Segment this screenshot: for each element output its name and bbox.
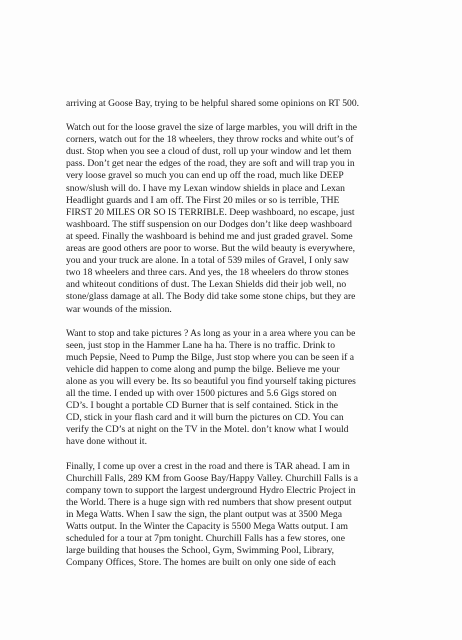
text-line: stone/glass damage at all. The Body did take some stone chips, but they are — [66, 291, 356, 303]
text-line: the World. There is a huge sign with red numbers that show present output — [66, 496, 352, 508]
text-line: CD’s. I bought a portable CD Burner that is self contained. Stick in the — [66, 400, 339, 412]
text-line: very loose gravel so much you can end up off the road, much like DEEP — [66, 170, 344, 182]
text-line: alone as you will every be. Its so beautiful you find yourself taking pictures — [66, 375, 356, 387]
text-line: Want to stop and take pictures ? As long as your in a area where you can be — [66, 327, 356, 339]
text-line: and whiteout conditions of dust. The Lexan Shields did their job well, no — [66, 279, 347, 291]
document-body — [66, 98, 428, 581]
text-line: pass. Don’t get near the edges of the road, they are soft and will trap you in — [66, 158, 355, 170]
text-line: dust. Stop when you see a cloud of dust, roll up your window and let them — [66, 146, 352, 158]
text-line: Headlight guards and I am off. The First 20 miles or so is terrible, THE — [66, 194, 340, 206]
text-line: in Mega Watts. When I saw the sign, the plant output was at 3500 Mega — [66, 508, 342, 520]
text-line: much Pepsie, Need to Pump the Bilge, Just stop where you can be seen if a — [66, 351, 355, 363]
text-line: verify the CD’s at night on the TV in the Motel. don’t know what I would — [66, 424, 349, 436]
text-line: company town to support the largest underground Hydro Electric Project in — [66, 484, 356, 496]
text-line: Churchill Falls, 289 KM from Goose Bay/Happy Valley. Churchill Falls is a — [66, 472, 359, 484]
text-line: large building that houses the School, Gym, Swimming Pool, Library, — [66, 545, 335, 557]
text-line: Company Offices, Store. The homes are built on only one side of each — [66, 557, 336, 569]
paragraph — [66, 98, 428, 110]
text-line: scheduled for a tour at 7pm tonight. Churchill Falls has a few stores, one — [66, 533, 345, 545]
text-line: Watts output. In the Winter the Capacity is 5500 Mega Watts output. I am — [66, 521, 349, 532]
text-line: all the time. I ended up with over 1500 pictures and 5.6 Gigs stored on — [66, 388, 337, 400]
text-line: have done without it. — [66, 436, 147, 448]
text-line: washboard. The stiff suspension on our Dodges don’t like deep washboard — [66, 218, 352, 230]
text-line: Watch out for the loose gravel the size of large marbles, you will drift in the — [66, 122, 358, 134]
text-line: arriving at Goose Bay, trying to be helpful shared some opinions on RT 500. — [66, 98, 360, 109]
text-line: war wounds of the mission. — [66, 303, 172, 315]
text-line: corners, watch out for the 18 wheelers, they throw rocks and white out’s of — [66, 134, 354, 146]
text-line: seen, just stop in the Hammer Lane ha ha. There is no traffic. Drink to — [66, 339, 335, 351]
text-line: Finally, I come up over a crest in the road and there is TAR ahead. I am in — [66, 460, 350, 472]
text-line: you and your truck are alone. In a total of 539 miles of Gravel, I only saw — [66, 255, 349, 267]
text-line: snow/slush will do. I have my Lexan window shields in place and Lexan — [66, 182, 345, 194]
text-line: FIRST 20 MILES OR SO IS TERRIBLE. Deep washboard, no escape, just — [66, 206, 355, 218]
text-line: two 18 wheelers and three cars. And yes, the 18 wheelers do throw stones — [66, 267, 349, 279]
paragraph — [66, 461, 428, 570]
text-line: vehicle did happen to come along and pump the bilge. Believe me your — [66, 363, 340, 375]
paragraph — [66, 122, 428, 316]
text-line: CD, stick in your flash card and it will burn the pictures on CD. You can — [66, 412, 344, 424]
paragraph — [66, 328, 428, 449]
text-line: at speed. Finally the washboard is behind me and just graded gravel. Some — [66, 230, 353, 242]
text-line: areas are good others are poor to worse. But the wild beauty is everywhere, — [66, 243, 356, 255]
